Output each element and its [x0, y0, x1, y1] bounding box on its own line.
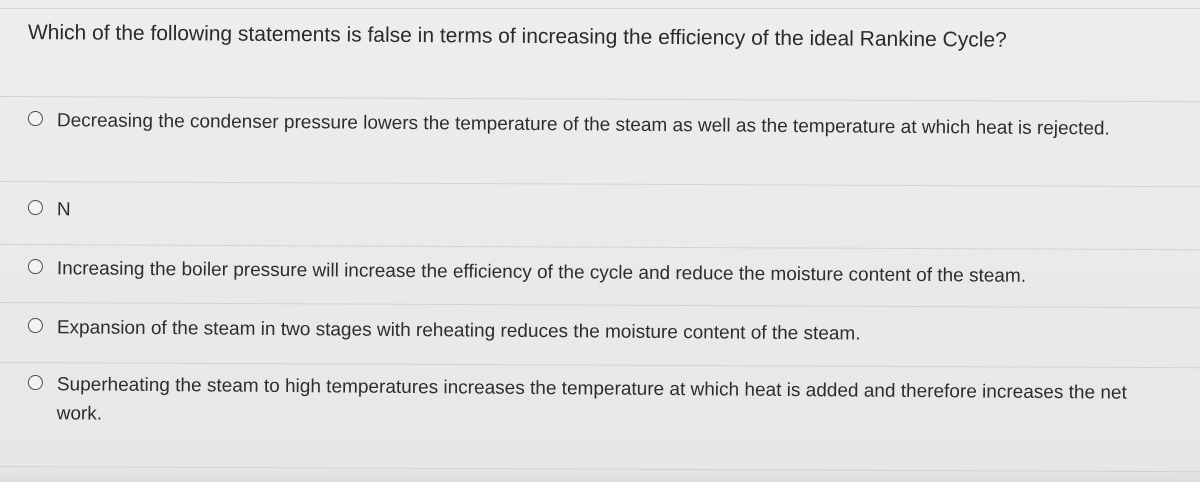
answer-option-condenser-pressure[interactable]: [28, 106, 1178, 144]
answer-option-superheating[interactable]: [28, 370, 1178, 437]
divider: [0, 362, 1200, 368]
bottom-shade: [0, 466, 1200, 482]
answer-option-n[interactable]: [28, 195, 1178, 233]
radio-button[interactable]: [28, 318, 43, 333]
answer-option-label: Increasing the boiler pressure will increase the efficiency of the cycle and reduce the moisture content of the steam.: [56, 258, 1027, 287]
question-text: Which of the following statements is false in terms of increasing the efficiency of the ideal Rankine Cycle?: [27, 20, 1007, 52]
answer-option-boiler-pressure[interactable]: [28, 254, 1178, 292]
divider: [0, 244, 1200, 250]
radio-button[interactable]: [28, 259, 43, 274]
answer-option-label: Decreasing the condenser pressure lowers the temperature of the steam as well as the temperature at which heat is rejected.: [56, 110, 1110, 140]
divider: [0, 302, 1200, 308]
radio-button[interactable]: [28, 200, 43, 215]
radio-button[interactable]: [28, 111, 43, 126]
answer-option-label: Superheating the steam to high temperatures increases the temperature at which heat is added and therefore increases the net work.: [56, 374, 1127, 425]
answer-option-label: Expansion of the steam in two stages with reheating reduces the moisture content of the steam.: [56, 317, 861, 345]
divider: [0, 8, 1200, 9]
radio-button[interactable]: [28, 375, 43, 390]
answer-option-label: N: [56, 199, 71, 221]
divider: [0, 181, 1200, 187]
answer-option-reheating[interactable]: [28, 313, 1178, 351]
divider: [0, 96, 1200, 102]
